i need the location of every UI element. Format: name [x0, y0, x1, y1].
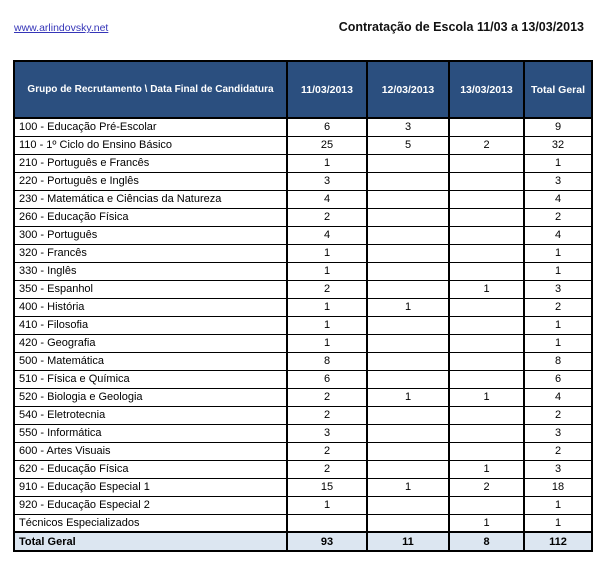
- value-cell: [367, 370, 449, 388]
- value-cell: [449, 442, 524, 460]
- value-cell: [367, 460, 449, 478]
- row-label-cell: 210 - Português e Francês: [14, 154, 287, 172]
- value-cell: 4: [287, 226, 367, 244]
- value-cell: [449, 424, 524, 442]
- value-cell: 1: [449, 460, 524, 478]
- row-label-cell: 920 - Educação Especial 2: [14, 496, 287, 514]
- table-row: [14, 244, 592, 262]
- row-label-cell: Técnicos Especializados: [14, 514, 287, 532]
- value-cell: 1: [287, 262, 367, 280]
- table-row: [14, 280, 592, 298]
- value-cell: [449, 190, 524, 208]
- value-cell: [449, 406, 524, 424]
- value-cell: 6: [287, 118, 367, 136]
- value-cell: 1: [367, 388, 449, 406]
- value-cell: [367, 190, 449, 208]
- value-cell: 2: [287, 460, 367, 478]
- value-cell: 1: [287, 244, 367, 262]
- value-cell: 3: [287, 424, 367, 442]
- table-row: [14, 514, 592, 532]
- row-label-cell: 300 - Português: [14, 226, 287, 244]
- value-cell: [367, 514, 449, 532]
- table-row: [14, 262, 592, 280]
- row-label-cell: 110 - 1º Ciclo do Ensino Básico: [14, 136, 287, 154]
- value-cell: 3: [524, 424, 592, 442]
- row-label-cell: 320 - Francês: [14, 244, 287, 262]
- table-body: [14, 118, 592, 532]
- value-cell: 8: [524, 352, 592, 370]
- value-cell: 2: [524, 298, 592, 316]
- recruitment-table: [13, 60, 593, 552]
- value-cell: 1: [524, 496, 592, 514]
- value-cell: 32: [524, 136, 592, 154]
- value-cell: 1: [524, 154, 592, 172]
- row-label-cell: 620 - Educação Física: [14, 460, 287, 478]
- value-cell: [449, 334, 524, 352]
- value-cell: 2: [287, 406, 367, 424]
- value-cell: [449, 208, 524, 226]
- value-cell: 18: [524, 478, 592, 496]
- table-row: [14, 424, 592, 442]
- value-cell: [449, 298, 524, 316]
- page-title: Contratação de Escola 11/03 a 13/03/2013: [338, 20, 584, 34]
- value-cell: [449, 370, 524, 388]
- value-cell: [449, 316, 524, 334]
- value-cell: 3: [287, 172, 367, 190]
- value-cell: 1: [449, 280, 524, 298]
- column-header-date-1: 11/03/2013: [287, 61, 367, 118]
- row-label-cell: 510 - Física e Química: [14, 370, 287, 388]
- total-label-cell: Total Geral: [14, 532, 287, 551]
- value-cell: 1: [287, 334, 367, 352]
- value-cell: [449, 496, 524, 514]
- value-cell: 4: [524, 388, 592, 406]
- value-cell: 2: [449, 136, 524, 154]
- value-cell: 3: [524, 172, 592, 190]
- value-cell: 5: [367, 136, 449, 154]
- value-cell: 2: [524, 208, 592, 226]
- total-value-cell: 11: [367, 532, 449, 551]
- row-label-cell: 330 - Inglês: [14, 262, 287, 280]
- value-cell: [449, 154, 524, 172]
- value-cell: [367, 424, 449, 442]
- row-label-cell: 100 - Educação Pré-Escolar: [14, 118, 287, 136]
- value-cell: 25: [287, 136, 367, 154]
- value-cell: 1: [287, 298, 367, 316]
- value-cell: 6: [524, 370, 592, 388]
- table-row: [14, 118, 592, 136]
- value-cell: 1: [287, 154, 367, 172]
- total-value-cell: 93: [287, 532, 367, 551]
- column-header-date-2: 12/03/2013: [367, 61, 449, 118]
- value-cell: 2: [449, 478, 524, 496]
- column-header-total: Total Geral: [524, 61, 592, 118]
- value-cell: 1: [449, 388, 524, 406]
- value-cell: 3: [367, 118, 449, 136]
- value-cell: 2: [524, 406, 592, 424]
- value-cell: [449, 262, 524, 280]
- table-row: [14, 208, 592, 226]
- total-value-cell: 8: [449, 532, 524, 551]
- value-cell: 4: [287, 190, 367, 208]
- row-label-cell: 910 - Educação Especial 1: [14, 478, 287, 496]
- table-header-row: [14, 61, 592, 118]
- value-cell: 1: [524, 514, 592, 532]
- total-value-cell: 112: [524, 532, 592, 551]
- value-cell: [367, 334, 449, 352]
- value-cell: [449, 172, 524, 190]
- table-row: [14, 298, 592, 316]
- value-cell: [449, 244, 524, 262]
- value-cell: 8: [287, 352, 367, 370]
- table-row: [14, 316, 592, 334]
- value-cell: 1: [524, 334, 592, 352]
- value-cell: 1: [367, 298, 449, 316]
- value-cell: [367, 316, 449, 334]
- row-label-cell: 520 - Biologia e Geologia: [14, 388, 287, 406]
- row-label-cell: 230 - Matemática e Ciências da Natureza: [14, 190, 287, 208]
- row-label-cell: 500 - Matemática: [14, 352, 287, 370]
- row-label-cell: 410 - Filosofia: [14, 316, 287, 334]
- value-cell: 3: [524, 460, 592, 478]
- table-row: [14, 370, 592, 388]
- table-row: [14, 136, 592, 154]
- table-row: [14, 406, 592, 424]
- value-cell: [367, 442, 449, 460]
- value-cell: [367, 352, 449, 370]
- table-row: [14, 388, 592, 406]
- table-row: [14, 172, 592, 190]
- value-cell: [367, 280, 449, 298]
- value-cell: 1: [524, 244, 592, 262]
- value-cell: 6: [287, 370, 367, 388]
- value-cell: 4: [524, 190, 592, 208]
- value-cell: [367, 406, 449, 424]
- row-label-cell: 600 - Artes Visuais: [14, 442, 287, 460]
- value-cell: [367, 154, 449, 172]
- table-row: [14, 442, 592, 460]
- value-cell: 4: [524, 226, 592, 244]
- table-row: [14, 154, 592, 172]
- value-cell: 15: [287, 478, 367, 496]
- row-label-cell: 350 - Espanhol: [14, 280, 287, 298]
- row-label-cell: 420 - Geografia: [14, 334, 287, 352]
- value-cell: [449, 226, 524, 244]
- value-cell: [449, 352, 524, 370]
- table-row: [14, 352, 592, 370]
- table-row: [14, 334, 592, 352]
- value-cell: 2: [287, 442, 367, 460]
- row-label-cell: 550 - Informática: [14, 424, 287, 442]
- value-cell: [367, 172, 449, 190]
- total-row: [14, 532, 592, 551]
- value-cell: 1: [287, 316, 367, 334]
- value-cell: 2: [287, 280, 367, 298]
- value-cell: [287, 514, 367, 532]
- value-cell: 1: [449, 514, 524, 532]
- value-cell: [367, 262, 449, 280]
- table-row: [14, 190, 592, 208]
- value-cell: 1: [287, 496, 367, 514]
- value-cell: [449, 118, 524, 136]
- column-header-group: Grupo de Recrutamento \ Data Final de Candidatura: [14, 61, 287, 118]
- value-cell: 1: [524, 316, 592, 334]
- row-label-cell: 220 - Português e Inglês: [14, 172, 287, 190]
- row-label-cell: 400 - História: [14, 298, 287, 316]
- value-cell: 1: [367, 478, 449, 496]
- value-cell: [367, 226, 449, 244]
- value-cell: 3: [524, 280, 592, 298]
- table-row: [14, 226, 592, 244]
- value-cell: 2: [287, 208, 367, 226]
- value-cell: [367, 496, 449, 514]
- table-row: [14, 478, 592, 496]
- row-label-cell: 540 - Eletrotecnia: [14, 406, 287, 424]
- value-cell: [367, 244, 449, 262]
- column-header-date-3: 13/03/2013: [449, 61, 524, 118]
- table-row: [14, 496, 592, 514]
- value-cell: 9: [524, 118, 592, 136]
- table-row: [14, 460, 592, 478]
- row-label-cell: 260 - Educação Física: [14, 208, 287, 226]
- value-cell: 2: [287, 388, 367, 406]
- top-bar: [14, 20, 584, 34]
- site-link[interactable]: www.arlindovsky.net: [14, 22, 109, 34]
- value-cell: [367, 208, 449, 226]
- value-cell: 2: [524, 442, 592, 460]
- value-cell: 1: [524, 262, 592, 280]
